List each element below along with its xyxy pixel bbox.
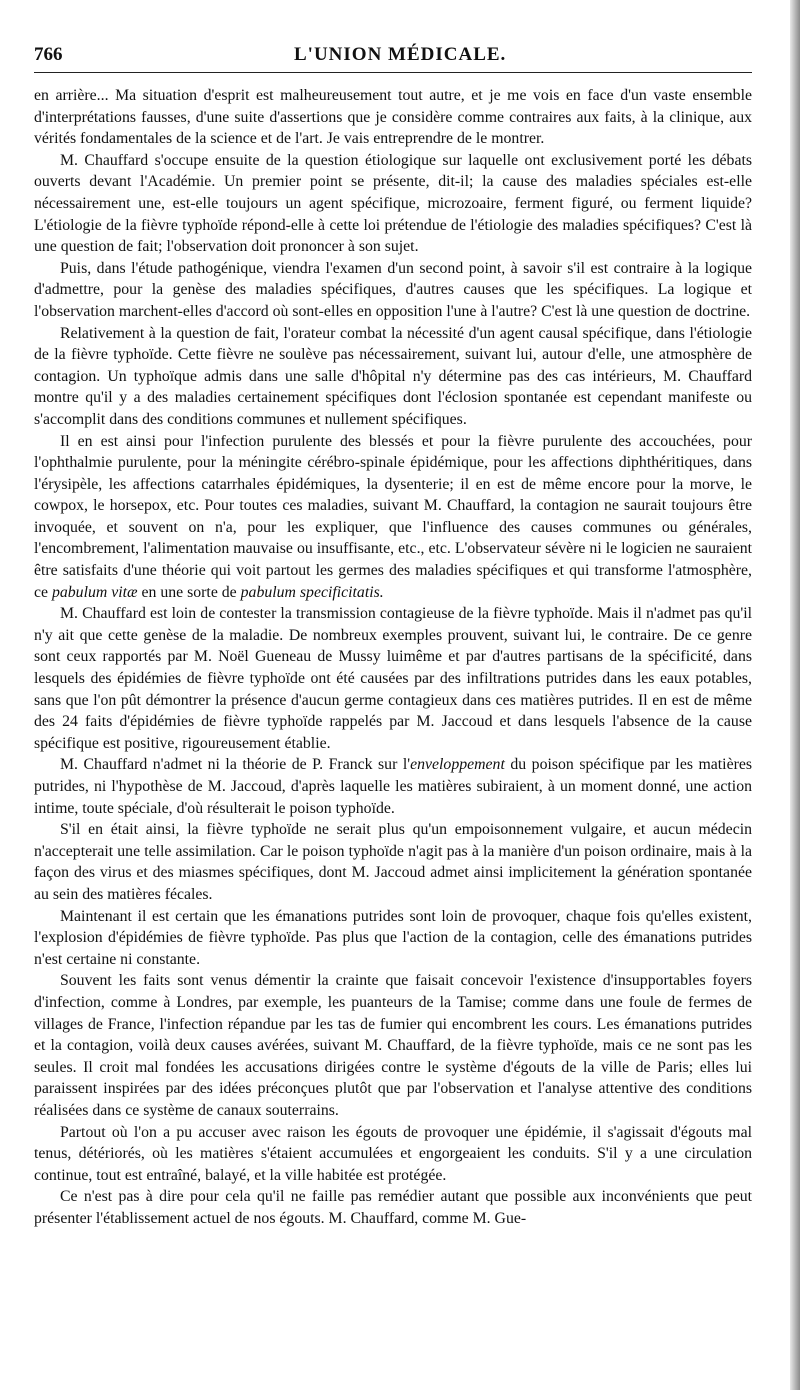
paragraph-5-text: Il en est ainsi pour l'infection purulente des blessés et pour la fièvre purulente des accouchées, pour l'ophthalmie purulente, pour la méningite cérébro-spinale épidémique, pour les affections diphthéritiques, dans l'érysipèle, les affections catarrhales épidémiques, la dysenterie; il en est de même encore pour la morve, le cowpox, le horsepox, etc. Pour toutes ces maladies, suivant M. Chauffard, la contagion ne saurait toujours être invoquée, et souvent on n'a, pour les expliquer, que l'influence des causes communes ou générales, l'encombrement, l'alimentation mauvaise ou insuffisante, etc., etc. L'observateur sévère ni le logicien ne sauraient être satisfaits d'une théorie qui voit partout les germes des maladies spécifiques et qui transforme l'atmosphère, ce [34,432,752,601]
paragraph-5 [34,431,752,604]
page-header [34,44,752,73]
paragraph-11: Partout où l'on a pu accuser avec raison les égouts de provoquer une épidémie, il s'agissait d'égouts mal tenus, détériorés, où les matières s'étaient accumulées et engorgeaient les conduits. S'il y a une circulation continue, tout est entraîné, balayé, et la ville habitée est protégée. [34,1123,752,1184]
paragraph-1: en arrière... Ma situation d'esprit est malheureusement tout autre, et je me vois en face d'un vaste ensemble d'interprétations fausses, d'une suite d'assertions que je considère comme contraires aux faits, à la clinique, aux vérités fondamentales de la science et de l'art. Je vais entreprendre de le montrer. [34,87,752,148]
paragraph-2: M. Chauffard s'occupe ensuite de la question étiologique sur laquelle ont exclusivement porté les débats ouverts devant l'Académie. Un premier point se présente, dit-il; la cause des maladies spéciales est-elle nécessairement une, est-elle toujours un agent spécifique, microzoaire, ferment figuré, ou ferment liquide? L'étiologie de la fièvre typhoïde répond-elle à cette loi prétendue de l'étiologie des maladies spécifiques? C'est là une question de fait; l'observation doit prononcer à son sujet. [34,151,752,256]
paragraph-7 [34,754,752,819]
paragraph-3: Puis, dans l'étude pathogénique, viendra l'examen d'un second point, à savoir s'il est contraire à la logique d'admettre, pour la genèse des maladies spécifiques, d'autres causes que les spécifiques. La logique et l'observation marchent-elles d'accord où sont-elles en opposition l'une à l'autre? C'est là une question de doctrine. [34,259,752,320]
latin-term-specificitatis: pabulum specificitatis. [240,583,384,601]
paragraph-8: S'il en était ainsi, la fièvre typhoïde ne serait plus qu'un empoisonnement vulgaire, et aucun médecin n'accepterait une telle assimilation. Car le poison typhoïde n'agit pas à la manière d'un poison ordinaire, mais à la façon des virus et des miasmes spécifiques, dont M. Jaccoud admet ainsi implicitement la génération spontanée au sein des matières fécales. [34,821,752,903]
paragraph-10: Souvent les faits sont venus démentir la crainte que faisait concevoir l'existence d'insupportables foyers d'infection, comme à Londres, par exemple, les puanteurs de la Tamise; comme dans une foule de fermes de villages de France, l'infection répandue par les tas de fumier qui encombrent les cours. Les émanations putrides et la contagion, voilà deux causes avérées, suivant M. Chauffard, de la fièvre typhoïde, mais ce ne sont pas les seules. Il croit mal fondées les accusations dirigées contre le système d'égouts de la ville de Paris; elles lui paraissent inspirées par des idées préconçues plutôt que par l'observation et l'analyse attentive des conditions réalisées dans ce système de canaux souterrains. [34,972,752,1119]
page-edge-shadow [790,0,800,1390]
article-body [34,85,752,1229]
term-enveloppement: enveloppement [410,756,505,774]
paragraph-7-text: M. Chauffard n'admet ni la théorie de P. Franck sur l' [60,756,411,774]
paragraph-5-mid: en une sorte de [137,583,241,601]
paragraph-12: Ce n'est pas à dire pour cela qu'il ne faille pas remédier autant que possible aux inconvénients que peut présenter l'établissement actuel de nos égouts. M. Chauffard, comme M. Gue- [34,1188,752,1227]
running-title: L'UNION MÉDICALE. [294,44,507,65]
paragraph-7-tail: du poison spécifique par les matières putrides, ni l'hypothèse de M. Jaccoud, d'après laquelle les matières subiraient, à un moment donné, une action intime, toute spéciale, d'où résulterait le poison typhoïde. [34,756,752,817]
paragraph-9: Maintenant il est certain que les émanations putrides sont loin de provoquer, chaque fois qu'elles existent, l'explosion d'épidémies de fièvre typhoïde. Pas plus que l'action de la contagion, celle des émanations putrides n'est certaine ni constante. [34,907,752,968]
paragraph-4: Relativement à la question de fait, l'orateur combat la nécessité d'un agent causal spécifique, dans l'étiologie de la fièvre typhoïde. Cette fièvre ne soulève pas nécessairement, suivant lui, autour d'elle, une atmosphère de contagion. Un typhoïque admis dans une salle d'hôpital n'y détermine pas des cas intérieurs, M. Chauffard montre qu'il y a des maladies certainement spécifiques dont l'éclosion spontanée est cependant manifeste ou s'accomplit dans des conditions communes et nullement spécifiques. [34,324,752,428]
latin-term-vitae: pabulum vitæ [51,583,138,601]
paragraph-6: M. Chauffard est loin de contester la transmission contagieuse de la fièvre typhoïde. Mais il n'admet pas qu'il n'y ait que cette genèse de la maladie. De nombreux exemples prouvent, suivant lui, le contraire. De ce genre sont ceux rapportés par M. Noël Gueneau de Mussy luimême et par d'autres partisans de la spécificité, dans lesquels des épidémies de fièvre typhoïde ont été causées par des infiltrations putrides dans les eaux potables, sans que l'on pût démontrer la présence d'aucun germe contagieux dans ces matières putrides. Il en est de même des 24 faits d'épidémies de fièvre typhoïde rappelés par M. Jaccoud et dans lesquels l'absence de la cause spécifique est positive, rigoureusement établie. [34,605,752,752]
page-number: 766 [34,44,63,65]
